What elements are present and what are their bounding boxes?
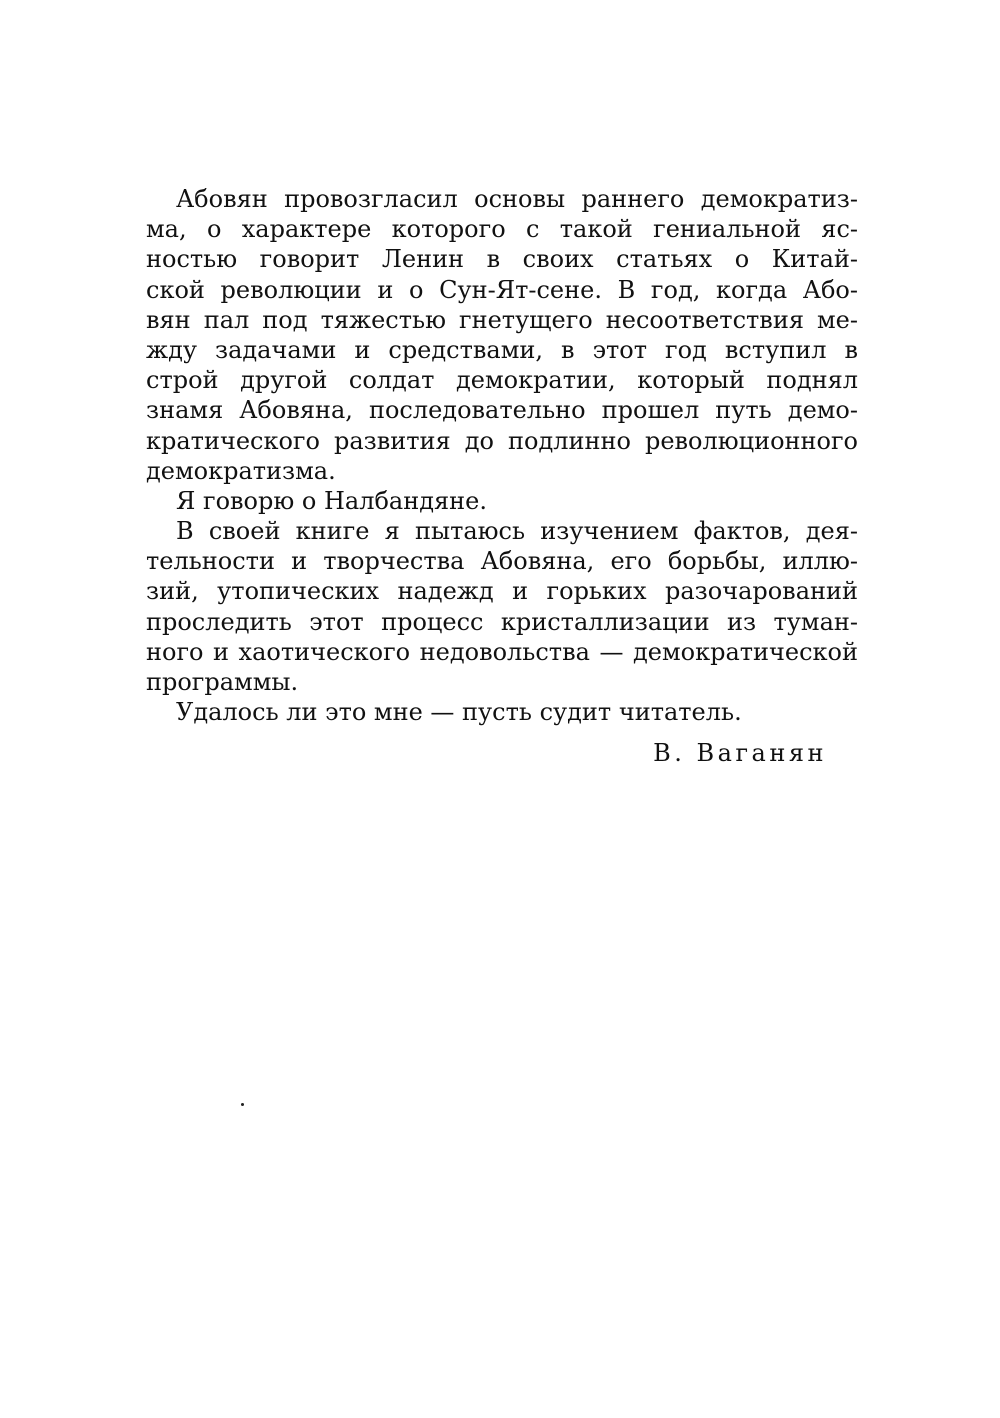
text-line: зий, утопических надежд и горьких разочарований [146,577,858,606]
text-line: знамя Абовяна, последовательно прошел путь демо- [146,396,858,425]
print-speck [241,1103,244,1106]
text-line: ма, о характере которого с такой гениальной яс- [146,215,858,244]
text-line: тельности и творчества Абовяна, его борьбы, иллю- [146,547,858,576]
text-line: ской революции и о Сун-Ят-сене. В год, когда Або- [146,275,858,304]
text-line: ного и хаотического недовольства — демократической [146,637,858,666]
author-signature: В. Ваганян [653,739,827,767]
text-line: В своей книге я пытаюсь изучением фактов, дея- [176,517,858,546]
text-line: демократизма. [146,456,336,485]
text-line: программы. [146,668,299,696]
text-line: Я говорю о Налбандяне. [176,486,487,515]
text-line: Абовян провозгласил основы раннего демократиз- [176,185,858,213]
text-line: ностью говорит Ленин в своих статьях о Китай- [146,245,858,274]
body-text [146,184,858,727]
text-line: кратического развития до подлинно революционного [146,426,858,455]
text-line: строй другой солдат демократии, который поднял [146,366,858,395]
text-line: жду задачами и средствами, в этот год вступил в [146,335,858,364]
text-line: Удалось ли это мне — пусть судит читатель. [176,698,742,727]
text-line: вян пал под тяжестью гнетущего несоответствия ме- [146,305,858,334]
text-line: проследить этот процесс кристаллизации из туман- [146,607,858,636]
